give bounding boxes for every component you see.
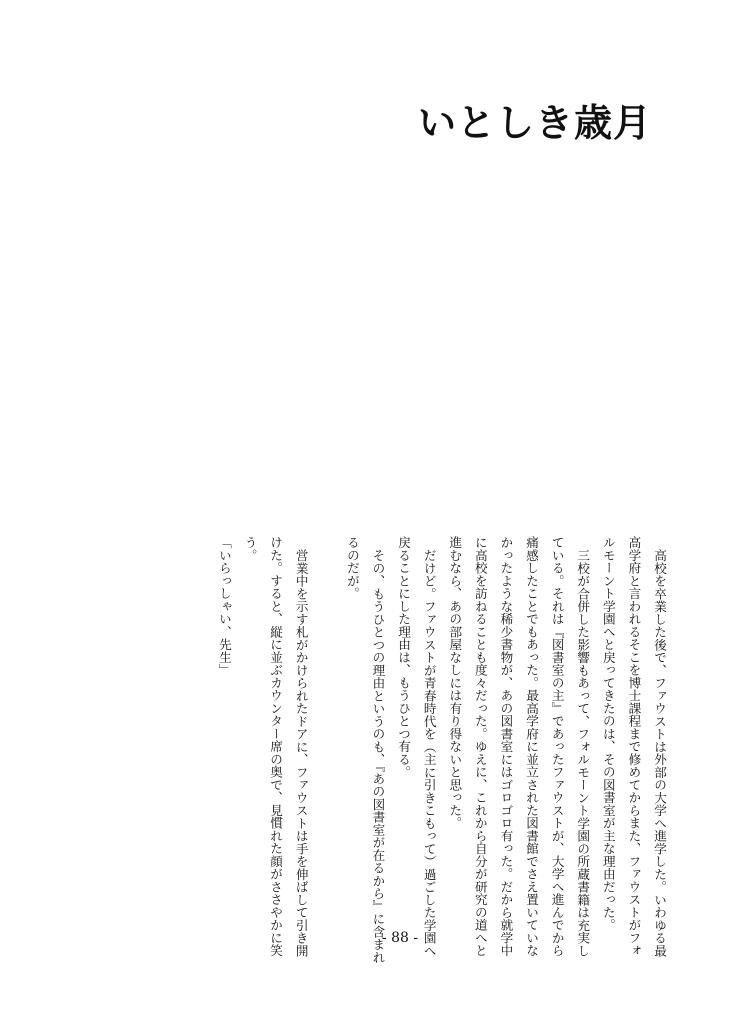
dialogue-line: 「いらっしゃい、先生」 xyxy=(216,536,232,677)
chapter-title: いとしき歳月 xyxy=(418,101,653,145)
paragraph: 三校が合併した影響もあって、フォルモーント学園の所蔵書籍は充実している。それは『図書室の主』であったファウストが、大学へ進んでから痛感したことでもあった。最高学府に並立された図書館でさえ置いていなかったような稀少書物が、あの図書室にはゴロゴロ有った。だから就学中に高校を訪ねることも度々だった。ゆえに、これから自分が研究の道へと進むなら、あの部屋なしには有り得ないと思った。 xyxy=(447,536,591,957)
paragraph: だけど。ファウストが青春時代を（主に引きこもって）過ごした学園へ戻ることにした理由は、もうひとつ有る。 xyxy=(396,536,437,957)
paragraph: 営業中を示す札がかけられたドアに、ファウストは手を伸ばして引き開けた。すると、縦に並ぶカウンター席の奥で、見慣れた顔がささやかに笑う。 xyxy=(242,536,309,957)
body-text xyxy=(140,536,672,966)
page-number: - 88 - xyxy=(381,930,419,946)
paragraph: その、もうひとつの理由というのも、『あの図書室が在るから』に含まれるのだが。 xyxy=(344,536,386,964)
paragraph: 高校を卒業した後で、ファウストは外部の大学へ進学した。いわゆる最高学府と言われるそこを博士課程まで修めてからまた、ファウストがフォルモーント学園へと戻ってきたのは、その図書室が主な理由だった。 xyxy=(600,536,667,957)
